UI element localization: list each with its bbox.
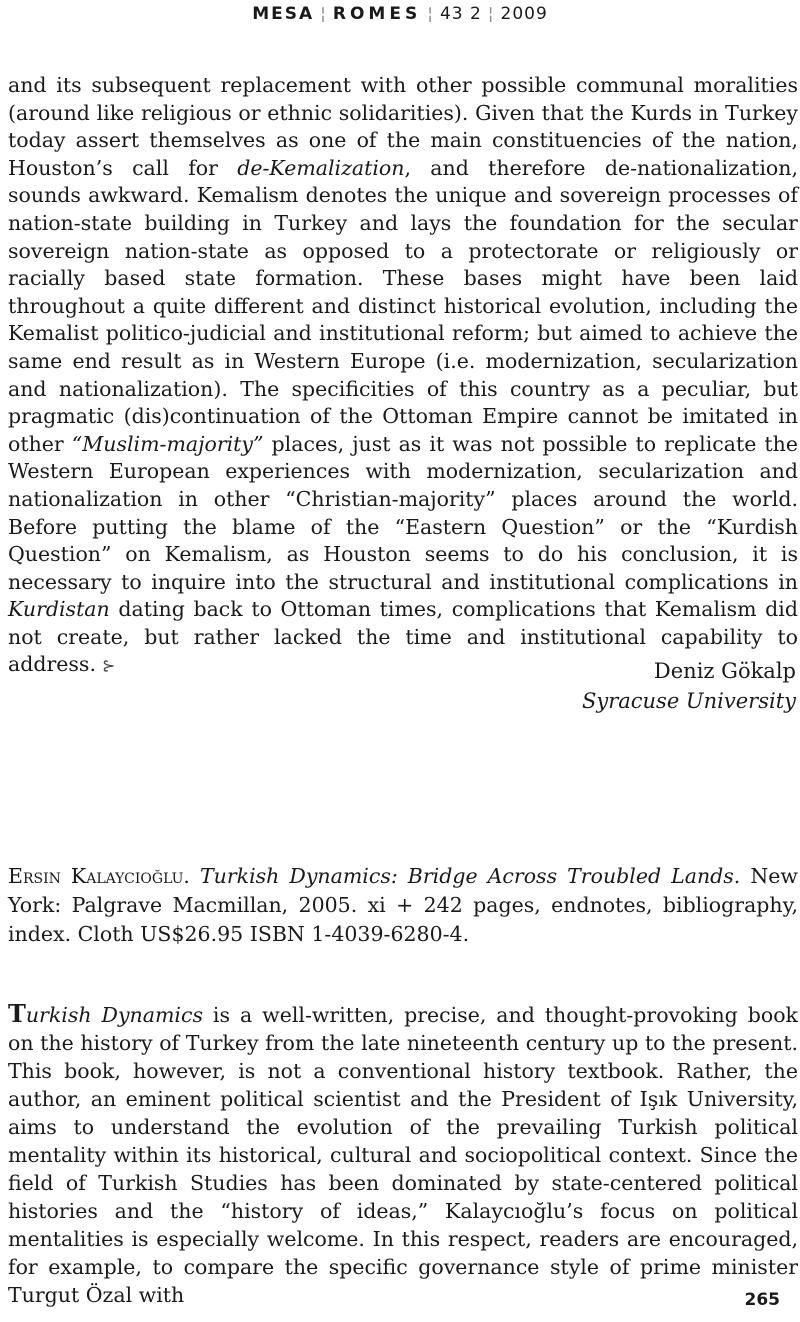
running-head: [0, 4, 800, 24]
book-citation: [8, 862, 798, 949]
drop-cap: T: [8, 999, 26, 1028]
reviewer-affiliation: Syracuse University: [581, 689, 796, 713]
review-paragraph: [8, 72, 798, 680]
italic-term: “Muslim-majority”: [71, 431, 264, 456]
review-body: [8, 1000, 798, 1309]
page-number: 265: [744, 1290, 780, 1310]
end-of-review-icon: ⊱: [101, 656, 116, 676]
header-separator: ¦: [487, 4, 495, 24]
reviewer-name: Deniz Gökalp: [653, 659, 796, 683]
journal-name: MESA: [252, 4, 315, 24]
review-text: is a well-written, precise, and thought-provoking book on the history of Turkey from the late nineteenth century up to the present. This book, however, is not a conventional history textbook. Rather, the author, an eminent political scientist and the President of Işık University, aims to understand the evolution of the prevailing Turkish political mentality within its historical, cultural and sociopolitical context. Since the field of Turkish Studies has been dominated by state-centered political histories and the “history of ideas,” Kalaycıoğlu’s focus on political mentalities is especially welcome. In this respect, readers are encouraged, for example, to compare the specific governance style of prime minister Turgut Özal with: [8, 1003, 798, 1307]
text-run: and its subsequent replacement with other possible communal moralities (around like religious or ethnic solidarities). Given that the Kurds in Turkey today assert themselves as one of the main constituencies of the nation, Houston’s call for: [8, 73, 798, 180]
text-run: , and therefore de-nationalization, sounds awkward. Kemalism denotes the unique and sovereign processes of nation-state building in Turkey and lays the foundation for the secular sovereign nation-state as opposed to a protectorate or religiously or racially based state formation. These bases might have been laid throughout a quite different and distinct historical evolution, including the Kemalist politico-judicial and institutional reform; but aimed to achieve the same end result as in Western Europe (i.e. modernization, secularization and nationalization). The specificities of this country as a peculiar, but pragmatic (dis)continuation of the Ottoman Empire cannot be imitated in other: [8, 155, 798, 456]
italic-term: de-Kemalization: [237, 155, 405, 180]
header-separator: ¦: [320, 4, 327, 24]
header-separator: ¦: [427, 4, 434, 24]
text-run: dating back to Ottoman times, complications that Kemalism did not create, but rather lacked the time and institutional capability to address.: [8, 597, 798, 677]
reviewer-signature: [582, 656, 796, 716]
issue-number: 43 2: [439, 4, 482, 24]
review-continuation: [8, 72, 798, 680]
text-run: places, just as it was not possible to replicate the Western European experiences with modernization, secularization and nationalization in other “Christian-majority” places around the world. Before putting the blame of the “Eastern Question” or the “Kurdish Question” on Kemalism, as Houston seems to do his conclusion, it is necessary to inquire into the structural and institutional complications in: [8, 431, 799, 594]
book-details: New York: Palgrave Macmillan, 2005. xi + 242 pages, endnotes, bibliography, index. Cloth US$26.95 ISBN 1-4039-6280-4.: [8, 864, 798, 946]
book-title-inline: urkish Dynamics: [25, 1003, 203, 1027]
book-title: Turkish Dynamics: Bridge Across Troubled Lands.: [199, 864, 741, 888]
issue-year: 2009: [500, 4, 548, 24]
italic-term: Kurdistan: [8, 597, 110, 622]
section-name: ROMES: [332, 4, 422, 24]
book-author: Ersin Kalaycioğlu.: [8, 864, 190, 888]
